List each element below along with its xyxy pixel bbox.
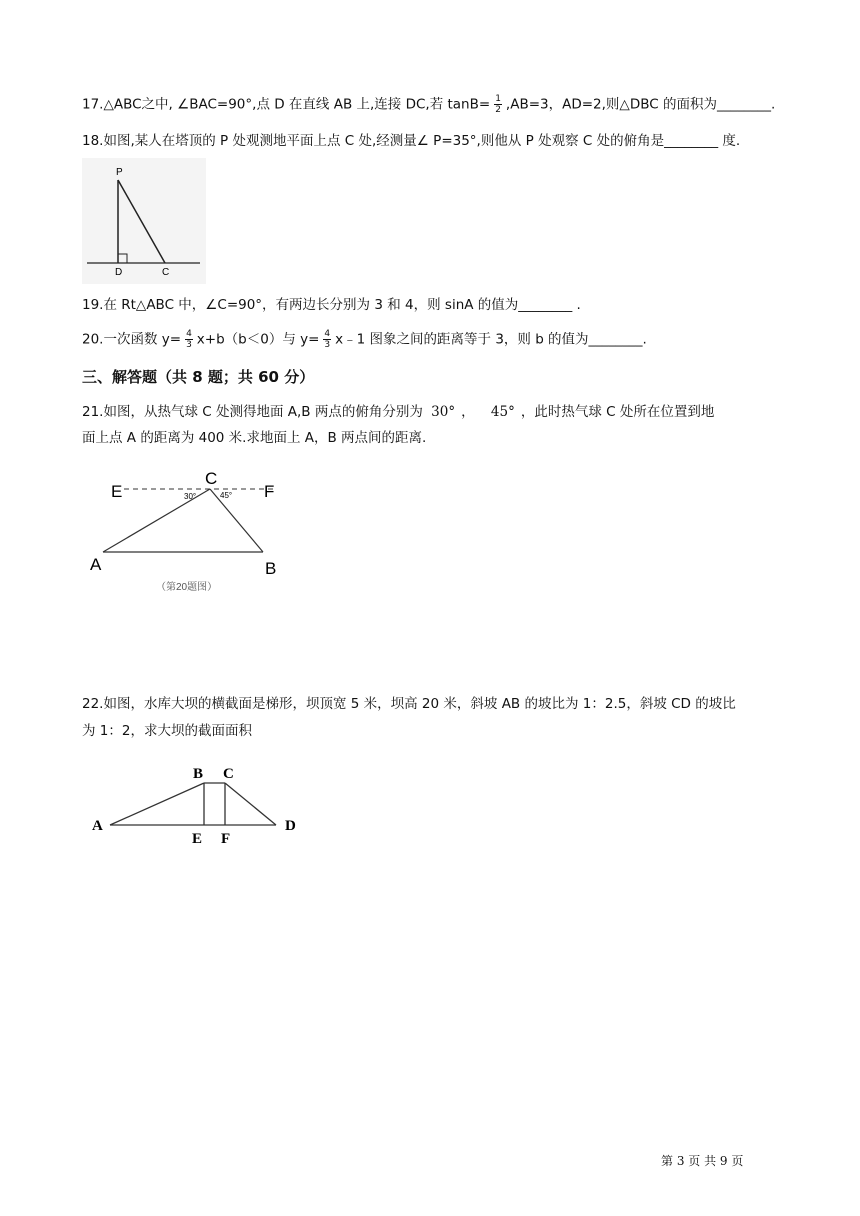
q22-label-e: E: [192, 831, 203, 847]
q17-text-a: 17.△ABC之中, ∠BAC=90°,点 D 在直线 AB 上,连接 DC,若 tanB=: [82, 96, 491, 113]
q22-slope-ab: [110, 783, 204, 825]
q22-label-f: F: [221, 831, 231, 847]
q22-figure: [88, 755, 304, 850]
q21-figure: [84, 464, 294, 596]
q17-frac-denominator: 2: [495, 105, 501, 115]
q21-label-c: C: [205, 469, 218, 488]
q17-fraction: [494, 94, 502, 115]
q21-separator: ，: [461, 404, 475, 420]
q18-label-d: D: [115, 267, 123, 278]
q18-label-p: P: [116, 167, 123, 178]
question-21-line-2: [82, 428, 426, 448]
q21-label-f: F: [264, 482, 275, 501]
q20-frac1-denominator: 3: [186, 340, 192, 350]
q21-text-a: 21.如图，从热气球 C 处测得地面 A,B 两点的俯角分别为: [82, 404, 423, 420]
q21-angle-label-left: 30°: [184, 492, 197, 501]
page-footer: 第 3 页 共 9 页: [661, 1154, 744, 1168]
q17-frac-numerator: 1: [495, 94, 501, 104]
section-3-heading: 三、解答题（共 8 题；共 60 分）: [82, 368, 315, 386]
question-22-line-1: [82, 694, 736, 714]
question-18: [82, 131, 740, 151]
q18-text: 18.如图,某人在塔顶的 P 处观测地平面上点 C 处,经测量∠ P=35°,则他从 P 处观察 C 处的俯角是________ 度.: [82, 133, 741, 149]
q22-text-line-1: 22.如图，水库大坝的横截面是梯形，坝顶宽 5 米，坝高 20 米，斜坡 AB 的坡比为 1：2.5，斜坡 CD 的坡比: [82, 696, 736, 712]
q20-frac1-numerator: 4: [186, 329, 192, 339]
q17-text-b: ,AB=3，AD=2,则△DBC 的面积为________.: [505, 96, 776, 113]
q21-angle-2: 45°: [490, 404, 515, 420]
q21-line-cb: [210, 489, 263, 552]
q22-text-line-2: 为 1：2，求大坝的截面面积: [82, 723, 252, 739]
q21-angle-1: 30°: [431, 404, 456, 420]
q21-text-line-2: 面上点 A 的距离为 400 米.求地面上 A，B 两点间的距离.: [82, 430, 427, 446]
q22-label-c: C: [223, 766, 234, 782]
q21-angle-label-right: 45°: [220, 491, 233, 500]
q20-frac2-numerator: 4: [324, 329, 331, 339]
question-21-line-1: [82, 402, 714, 422]
question-17: [82, 94, 775, 115]
q20-frac2-denominator: 3: [324, 340, 331, 350]
question-22-line-2: [82, 721, 252, 741]
q20-fraction-2: [323, 329, 331, 350]
question-19: [82, 295, 581, 315]
q19-text: 19.在 Rt△ABC 中，∠C=90°，有两边长分别为 3 和 4，则 sinA 的值为________ .: [82, 297, 581, 313]
q22-label-a: A: [92, 818, 103, 834]
q22-slope-cd: [225, 783, 276, 825]
q22-label-b: B: [193, 766, 204, 782]
q21-text-b: ，此时热气球 C 处所在位置到地: [520, 404, 715, 420]
q18-label-c: C: [162, 267, 170, 278]
q18-figure: [82, 158, 206, 284]
q20-text-b: x+b（b＜0）与 y=: [196, 331, 320, 348]
q21-label-a: A: [90, 555, 102, 574]
q20-fraction-1: [185, 329, 193, 350]
question-20: [82, 329, 647, 350]
q20-text-c: x﹣1 图象之间的距离等于 3，则 b 的值为________.: [335, 331, 647, 348]
q20-text-a: 20.一次函数 y=: [82, 331, 182, 348]
q18-figure-background: [82, 158, 206, 284]
q22-label-d: D: [285, 818, 296, 834]
q21-label-b: B: [265, 559, 277, 578]
q21-label-e: E: [111, 482, 123, 501]
q21-figure-caption: （第20题图）: [156, 582, 218, 593]
